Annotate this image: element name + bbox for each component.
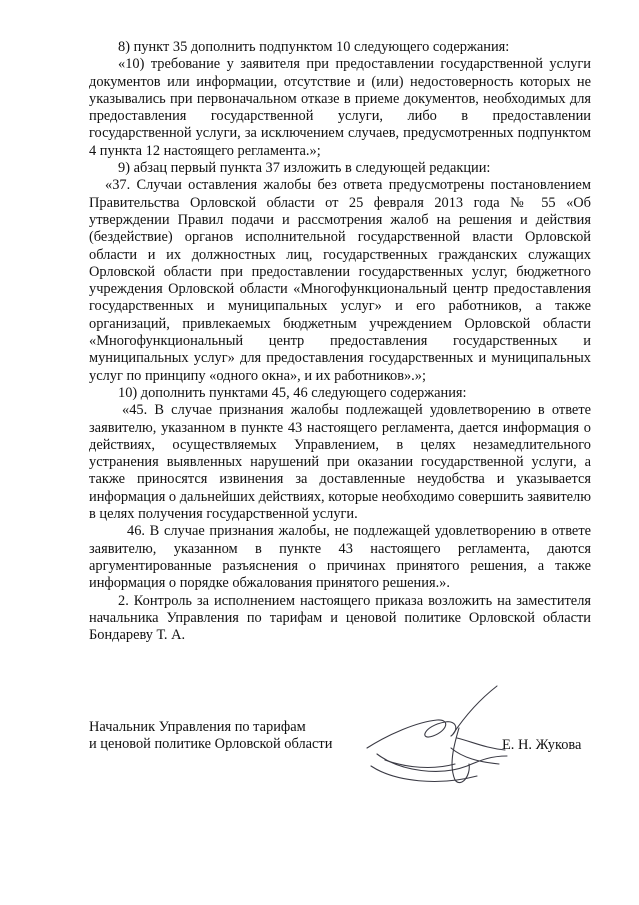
- paragraph-subitem-10-quote: «10) требование у заявителя при предоставлении государственной услуги документов или информации, отсутствие и (или) недостоверность которых не указывались при первоначальном отказе в приеме документов, необходимых для предоставления государственной услуги, либо в предоставлении государственной услуги, за исключением случаев, предусмотренных подпунктом 4 пункта 12 настоящего регламента.»;: [89, 56, 591, 159]
- paragraph-item-10: 10) дополнить пунктами 45, 46 следующего содержания:: [118, 384, 467, 401]
- handwritten-signature: [355, 678, 515, 790]
- signatory-name: Е. Н. Жукова: [502, 737, 582, 753]
- paragraph-point-45-quote: «45. В случае признания жалобы подлежащей удовлетворению в ответе заявителю, указанном в пункте 43 настоящего регламента, дается информация о действиях, осуществляемых Управлением, в целях незамедлительного устранения выявленных нарушений при оказании государственной услуги, а также приносятся извинения за доставленные неудобства и указывается информация о дальнейших действиях, которые необходимо совершить заявителю в целях получения государственной услуги.: [89, 402, 591, 523]
- paragraph-item-2-control: 2. Контроль за исполнением настоящего приказа возложить на заместителя начальника Управления по тарифам и ценовой политике Орловской области Бондареву Т. А.: [89, 592, 591, 644]
- paragraph-item-8: 8) пункт 35 дополнить подпунктом 10 следующего содержания:: [118, 39, 510, 55]
- signatory-title-line-1: Начальник Управления по тарифам: [89, 719, 306, 735]
- paragraph-point-46-quote: 46. В случае признания жалобы, не подлежащей удовлетворению в ответе заявителю, указанном в пункте 43 настоящего регламента, даются аргументированные разъяснения о причинах принятого решения, а также информация о порядке обжалования принятого решения.».: [89, 523, 591, 592]
- document-body: [89, 39, 591, 644]
- paragraph-item-9: 9) абзац первый пункта 37 изложить в следующей редакции:: [118, 160, 491, 177]
- signatory-title-line-2: и ценовой политике Орловской области: [89, 736, 333, 753]
- signatory-title: [89, 719, 369, 754]
- paragraph-point-37-quote: «37. Случаи оставления жалобы без ответа предусмотрены постановлением Правительства Орловской области от 25 февраля 2013 года № 55 «Об утверждении Правил подачи и рассмотрения жалоб на решения и действия (бездействие) органов исполнительной государственной власти Орловской области и их должностных лиц, государственных гражданских служащих Орловской области при предоставлении государственных услуг, бюджетного учреждения Орловской области «Многофункциональный центр предоставления государственных и муниципальных услуг» и его работников, а также организаций, привлекаемых бюджетным учреждением Орловской области «Многофункциональный центр предоставления государственных и муниципальных услуг» для предоставления государственных и муниципальных услуг по принципу «одного окна», и их работников».»;: [89, 177, 591, 384]
